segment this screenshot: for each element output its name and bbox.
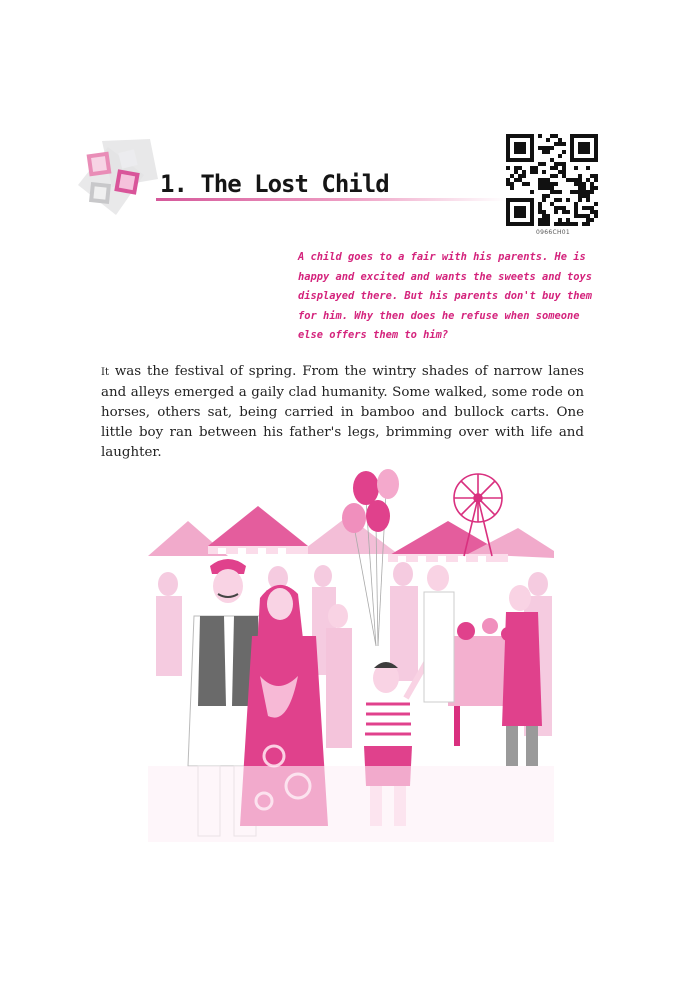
chapter-number: 1. bbox=[160, 170, 187, 198]
chapter-header bbox=[0, 0, 700, 240]
body-paragraph bbox=[101, 362, 584, 463]
qr-code-icon[interactable] bbox=[506, 134, 598, 226]
chapter-title-text: The Lost Child bbox=[200, 170, 389, 198]
chapter-title-row bbox=[156, 170, 496, 200]
fair-illustration bbox=[148, 466, 554, 842]
chapter-intro: A child goes to a fair with his parents. He is happy and excited and wants the sweets and toys displayed there. But his parents don't buy them for him. Why then does he refuse when someone else offers them to him? bbox=[298, 251, 593, 342]
dropcap: It bbox=[101, 367, 109, 378]
paragraph-text: was the festival of spring. From the wintry shades of narrow lanes and alleys emerged a gaily clad humanity. Some walked, some rode on horses, others sat, being carried in bamboo and bullock carts. One little boy ran between his father's legs, brimming over with life and laughter. bbox=[101, 364, 584, 460]
qr-code-label: 0966CH01 bbox=[535, 229, 570, 236]
title-underline bbox=[156, 198, 506, 201]
chapter-title bbox=[160, 170, 389, 198]
chapter-emblem-icon bbox=[72, 135, 164, 223]
